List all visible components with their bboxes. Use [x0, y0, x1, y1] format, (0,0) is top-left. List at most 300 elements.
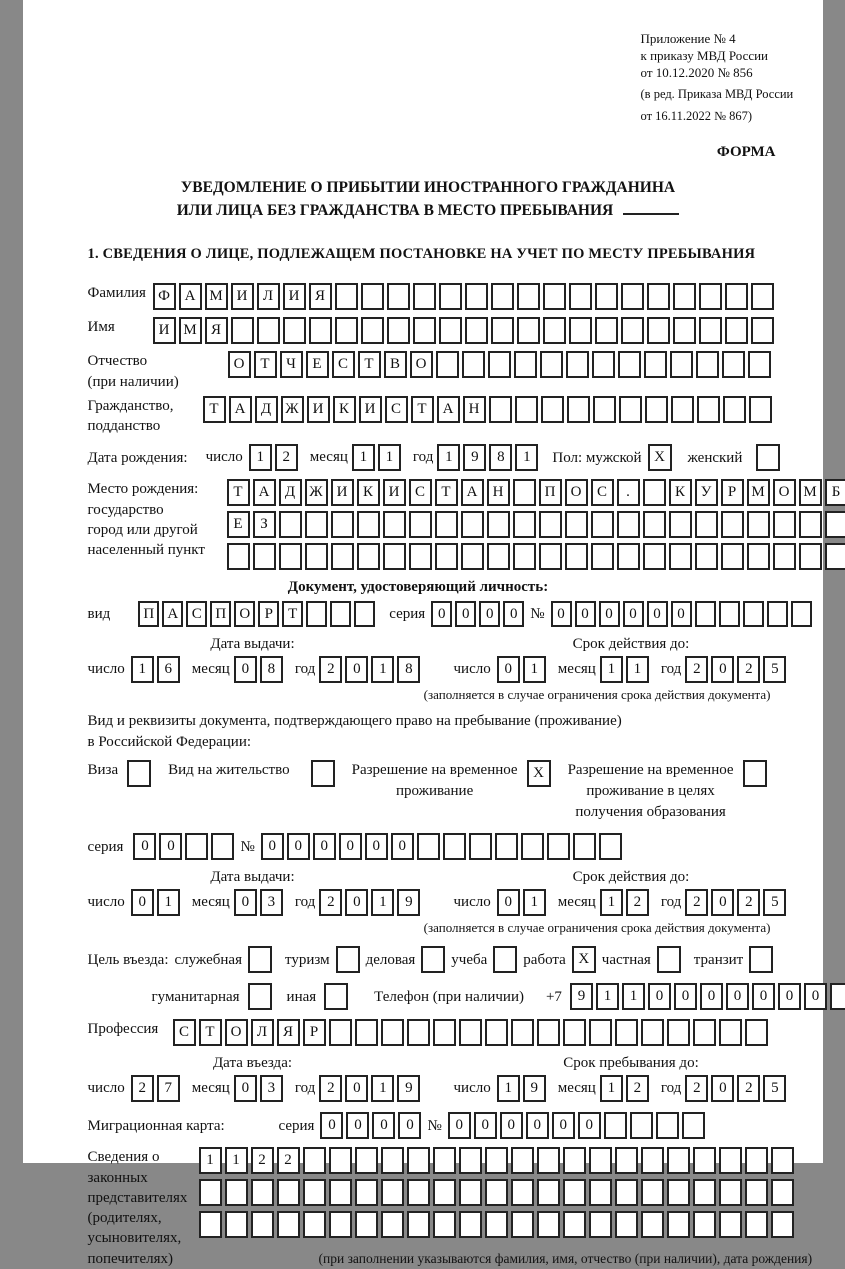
char-cell[interactable]: [767, 601, 788, 627]
char-cell[interactable]: [725, 317, 748, 344]
char-cell[interactable]: 0: [455, 601, 476, 627]
char-cell[interactable]: [225, 1211, 248, 1238]
char-cell[interactable]: [567, 396, 590, 423]
purpose-work-checkbox[interactable]: X: [572, 946, 596, 973]
char-cell[interactable]: [641, 1019, 664, 1046]
char-cell[interactable]: [593, 396, 616, 423]
char-cell[interactable]: 0: [711, 656, 734, 683]
char-cell[interactable]: [335, 317, 358, 344]
char-cell[interactable]: 2: [685, 656, 708, 683]
char-cell[interactable]: [721, 543, 744, 570]
char-cell[interactable]: 2: [626, 889, 649, 916]
char-cell[interactable]: 0: [578, 1112, 601, 1139]
char-cell[interactable]: И: [231, 283, 254, 310]
char-cell[interactable]: 0: [778, 983, 801, 1010]
char-cell[interactable]: О: [234, 601, 255, 627]
char-cell[interactable]: [673, 283, 696, 310]
char-cell[interactable]: [465, 317, 488, 344]
char-cell[interactable]: [641, 1211, 664, 1238]
char-cell[interactable]: 0: [711, 1075, 734, 1102]
char-cell[interactable]: 0: [345, 656, 368, 683]
char-cell[interactable]: [491, 317, 514, 344]
char-cell[interactable]: 9: [463, 444, 486, 471]
char-cell[interactable]: З: [253, 511, 276, 538]
char-cell[interactable]: 0: [372, 1112, 395, 1139]
char-cell[interactable]: [719, 1147, 742, 1174]
char-cell[interactable]: [485, 1147, 508, 1174]
char-cell[interactable]: [825, 543, 845, 570]
char-cell[interactable]: 1: [600, 656, 623, 683]
char-cell[interactable]: 0: [320, 1112, 343, 1139]
char-cell[interactable]: [355, 1179, 378, 1206]
char-cell[interactable]: [303, 1179, 326, 1206]
char-cell[interactable]: [563, 1019, 586, 1046]
char-cell[interactable]: С: [173, 1019, 196, 1046]
char-cell[interactable]: [355, 1019, 378, 1046]
char-cell[interactable]: 0: [131, 889, 154, 916]
char-cell[interactable]: [413, 317, 436, 344]
char-cell[interactable]: [723, 396, 746, 423]
char-cell[interactable]: [747, 511, 770, 538]
char-cell[interactable]: [211, 833, 234, 860]
char-cell[interactable]: 2: [737, 889, 760, 916]
char-cell[interactable]: [667, 1179, 690, 1206]
char-cell[interactable]: 0: [752, 983, 775, 1010]
char-cell[interactable]: 0: [479, 601, 500, 627]
char-cell[interactable]: [485, 1019, 508, 1046]
char-cell[interactable]: [491, 283, 514, 310]
temp-permit-checkbox[interactable]: X: [527, 760, 551, 787]
char-cell[interactable]: 0: [551, 601, 572, 627]
char-cell[interactable]: [521, 833, 544, 860]
char-cell[interactable]: [303, 1211, 326, 1238]
char-cell[interactable]: [387, 317, 410, 344]
char-cell[interactable]: М: [205, 283, 228, 310]
char-cell[interactable]: [407, 1147, 430, 1174]
char-cell[interactable]: [329, 1211, 352, 1238]
char-cell[interactable]: 0: [671, 601, 692, 627]
char-cell[interactable]: 0: [526, 1112, 549, 1139]
char-cell[interactable]: 9: [397, 1075, 420, 1102]
char-cell[interactable]: О: [773, 479, 796, 506]
char-cell[interactable]: [699, 317, 722, 344]
char-cell[interactable]: 3: [260, 1075, 283, 1102]
char-cell[interactable]: У: [695, 479, 718, 506]
char-cell[interactable]: [647, 317, 670, 344]
char-cell[interactable]: [563, 1211, 586, 1238]
purpose-business-checkbox[interactable]: [421, 946, 445, 973]
char-cell[interactable]: [565, 511, 588, 538]
char-cell[interactable]: А: [437, 396, 460, 423]
purpose-study-checkbox[interactable]: [493, 946, 517, 973]
char-cell[interactable]: 2: [251, 1147, 274, 1174]
char-cell[interactable]: [355, 1211, 378, 1238]
char-cell[interactable]: [722, 351, 745, 378]
char-cell[interactable]: [495, 833, 518, 860]
char-cell[interactable]: [799, 543, 822, 570]
char-cell[interactable]: К: [333, 396, 356, 423]
char-cell[interactable]: [227, 543, 250, 570]
char-cell[interactable]: Я: [309, 283, 332, 310]
char-cell[interactable]: [539, 543, 562, 570]
char-cell[interactable]: [618, 351, 641, 378]
char-cell[interactable]: [435, 543, 458, 570]
char-cell[interactable]: [682, 1112, 705, 1139]
char-cell[interactable]: [641, 1147, 664, 1174]
char-cell[interactable]: [465, 283, 488, 310]
char-cell[interactable]: 0: [674, 983, 697, 1010]
char-cell[interactable]: [615, 1211, 638, 1238]
char-cell[interactable]: 3: [260, 889, 283, 916]
char-cell[interactable]: 1: [371, 1075, 394, 1102]
char-cell[interactable]: [751, 283, 774, 310]
char-cell[interactable]: [459, 1019, 482, 1046]
char-cell[interactable]: С: [409, 479, 432, 506]
char-cell[interactable]: Т: [358, 351, 381, 378]
char-cell[interactable]: [253, 543, 276, 570]
char-cell[interactable]: 0: [365, 833, 388, 860]
char-cell[interactable]: [695, 543, 718, 570]
char-cell[interactable]: [409, 511, 432, 538]
char-cell[interactable]: 2: [737, 656, 760, 683]
char-cell[interactable]: [697, 396, 720, 423]
char-cell[interactable]: [459, 1179, 482, 1206]
char-cell[interactable]: 5: [763, 656, 786, 683]
char-cell[interactable]: [485, 1179, 508, 1206]
char-cell[interactable]: В: [384, 351, 407, 378]
char-cell[interactable]: [435, 511, 458, 538]
char-cell[interactable]: [407, 1211, 430, 1238]
char-cell[interactable]: [461, 511, 484, 538]
char-cell[interactable]: 2: [319, 1075, 342, 1102]
char-cell[interactable]: [592, 351, 615, 378]
char-cell[interactable]: [719, 1211, 742, 1238]
visa-checkbox[interactable]: [127, 760, 151, 787]
char-cell[interactable]: 8: [489, 444, 512, 471]
char-cell[interactable]: А: [179, 283, 202, 310]
char-cell[interactable]: 7: [157, 1075, 180, 1102]
char-cell[interactable]: 0: [500, 1112, 523, 1139]
char-cell[interactable]: 9: [397, 889, 420, 916]
char-cell[interactable]: [303, 1147, 326, 1174]
char-cell[interactable]: [643, 479, 666, 506]
char-cell[interactable]: 5: [763, 1075, 786, 1102]
char-cell[interactable]: 1: [131, 656, 154, 683]
char-cell[interactable]: [725, 283, 748, 310]
char-cell[interactable]: 1: [249, 444, 272, 471]
char-cell[interactable]: Д: [255, 396, 278, 423]
char-cell[interactable]: О: [410, 351, 433, 378]
char-cell[interactable]: 1: [378, 444, 401, 471]
char-cell[interactable]: [433, 1147, 456, 1174]
char-cell[interactable]: Б: [825, 479, 845, 506]
char-cell[interactable]: [329, 1147, 352, 1174]
char-cell[interactable]: [461, 543, 484, 570]
char-cell[interactable]: [251, 1211, 274, 1238]
char-cell[interactable]: 0: [313, 833, 336, 860]
char-cell[interactable]: [433, 1211, 456, 1238]
char-cell[interactable]: [569, 283, 592, 310]
char-cell[interactable]: [695, 601, 716, 627]
char-cell[interactable]: 0: [711, 889, 734, 916]
char-cell[interactable]: А: [461, 479, 484, 506]
char-cell[interactable]: Е: [227, 511, 250, 538]
char-cell[interactable]: И: [383, 479, 406, 506]
char-cell[interactable]: Т: [227, 479, 250, 506]
char-cell[interactable]: [830, 983, 845, 1010]
char-cell[interactable]: М: [179, 317, 202, 344]
char-cell[interactable]: [656, 1112, 679, 1139]
char-cell[interactable]: К: [669, 479, 692, 506]
char-cell[interactable]: [673, 317, 696, 344]
char-cell[interactable]: 0: [133, 833, 156, 860]
char-cell[interactable]: [513, 511, 536, 538]
char-cell[interactable]: Т: [282, 601, 303, 627]
char-cell[interactable]: [277, 1179, 300, 1206]
char-cell[interactable]: [277, 1211, 300, 1238]
char-cell[interactable]: 0: [575, 601, 596, 627]
char-cell[interactable]: [381, 1147, 404, 1174]
char-cell[interactable]: [257, 317, 280, 344]
char-cell[interactable]: [745, 1019, 768, 1046]
char-cell[interactable]: Ч: [280, 351, 303, 378]
char-cell[interactable]: [604, 1112, 627, 1139]
char-cell[interactable]: 0: [647, 601, 668, 627]
char-cell[interactable]: [773, 543, 796, 570]
char-cell[interactable]: 0: [623, 601, 644, 627]
char-cell[interactable]: [667, 1019, 690, 1046]
char-cell[interactable]: 0: [497, 656, 520, 683]
char-cell[interactable]: 1: [371, 889, 394, 916]
residence-permit-checkbox[interactable]: [311, 760, 335, 787]
char-cell[interactable]: [615, 1179, 638, 1206]
char-cell[interactable]: [543, 283, 566, 310]
char-cell[interactable]: [695, 511, 718, 538]
char-cell[interactable]: [413, 283, 436, 310]
char-cell[interactable]: С: [385, 396, 408, 423]
char-cell[interactable]: Т: [199, 1019, 222, 1046]
char-cell[interactable]: [306, 601, 327, 627]
char-cell[interactable]: [799, 511, 822, 538]
char-cell[interactable]: [641, 1179, 664, 1206]
char-cell[interactable]: [537, 1211, 560, 1238]
char-cell[interactable]: 2: [131, 1075, 154, 1102]
char-cell[interactable]: [199, 1179, 222, 1206]
char-cell[interactable]: [361, 283, 384, 310]
char-cell[interactable]: [696, 351, 719, 378]
char-cell[interactable]: 1: [199, 1147, 222, 1174]
char-cell[interactable]: [693, 1147, 716, 1174]
char-cell[interactable]: Т: [411, 396, 434, 423]
char-cell[interactable]: И: [153, 317, 176, 344]
char-cell[interactable]: 0: [700, 983, 723, 1010]
char-cell[interactable]: 0: [287, 833, 310, 860]
char-cell[interactable]: 1: [626, 656, 649, 683]
char-cell[interactable]: [469, 833, 492, 860]
char-cell[interactable]: [305, 543, 328, 570]
char-cell[interactable]: [749, 396, 772, 423]
char-cell[interactable]: 2: [685, 1075, 708, 1102]
char-cell[interactable]: П: [210, 601, 231, 627]
char-cell[interactable]: [387, 283, 410, 310]
char-cell[interactable]: [563, 1179, 586, 1206]
char-cell[interactable]: [443, 833, 466, 860]
char-cell[interactable]: [330, 601, 351, 627]
edu-permit-checkbox[interactable]: [743, 760, 767, 787]
char-cell[interactable]: [329, 1179, 352, 1206]
char-cell[interactable]: [487, 511, 510, 538]
char-cell[interactable]: [599, 833, 622, 860]
char-cell[interactable]: О: [565, 479, 588, 506]
char-cell[interactable]: [699, 283, 722, 310]
purpose-transit-checkbox[interactable]: [749, 946, 773, 973]
char-cell[interactable]: [511, 1211, 534, 1238]
char-cell[interactable]: О: [228, 351, 251, 378]
char-cell[interactable]: [462, 351, 485, 378]
char-cell[interactable]: 0: [234, 656, 257, 683]
char-cell[interactable]: [517, 317, 540, 344]
char-cell[interactable]: [361, 317, 384, 344]
char-cell[interactable]: 2: [319, 656, 342, 683]
char-cell[interactable]: [647, 283, 670, 310]
char-cell[interactable]: 1: [515, 444, 538, 471]
char-cell[interactable]: К: [357, 479, 380, 506]
char-cell[interactable]: [630, 1112, 653, 1139]
char-cell[interactable]: 0: [431, 601, 452, 627]
char-cell[interactable]: А: [253, 479, 276, 506]
purpose-humanitarian-checkbox[interactable]: [248, 983, 272, 1010]
char-cell[interactable]: [331, 543, 354, 570]
char-cell[interactable]: [547, 833, 570, 860]
char-cell[interactable]: [693, 1179, 716, 1206]
char-cell[interactable]: [279, 511, 302, 538]
char-cell[interactable]: [617, 511, 640, 538]
char-cell[interactable]: Л: [257, 283, 280, 310]
char-cell[interactable]: [199, 1211, 222, 1238]
char-cell[interactable]: [721, 511, 744, 538]
char-cell[interactable]: М: [747, 479, 770, 506]
char-cell[interactable]: Я: [205, 317, 228, 344]
char-cell[interactable]: [591, 511, 614, 538]
char-cell[interactable]: [231, 317, 254, 344]
char-cell[interactable]: [773, 511, 796, 538]
char-cell[interactable]: [331, 511, 354, 538]
char-cell[interactable]: [573, 833, 596, 860]
char-cell[interactable]: [748, 351, 771, 378]
char-cell[interactable]: [439, 317, 462, 344]
char-cell[interactable]: 0: [398, 1112, 421, 1139]
char-cell[interactable]: [355, 1147, 378, 1174]
char-cell[interactable]: [357, 511, 380, 538]
char-cell[interactable]: [329, 1019, 352, 1046]
char-cell[interactable]: И: [331, 479, 354, 506]
char-cell[interactable]: Ф: [153, 283, 176, 310]
char-cell[interactable]: 0: [234, 889, 257, 916]
char-cell[interactable]: [225, 1179, 248, 1206]
char-cell[interactable]: 0: [339, 833, 362, 860]
char-cell[interactable]: [615, 1019, 638, 1046]
char-cell[interactable]: 2: [319, 889, 342, 916]
char-cell[interactable]: 1: [600, 1075, 623, 1102]
char-cell[interactable]: [719, 601, 740, 627]
char-cell[interactable]: Р: [721, 479, 744, 506]
char-cell[interactable]: [543, 317, 566, 344]
gender-male-checkbox[interactable]: X: [648, 444, 672, 471]
char-cell[interactable]: Н: [463, 396, 486, 423]
char-cell[interactable]: 0: [391, 833, 414, 860]
char-cell[interactable]: 1: [497, 1075, 520, 1102]
char-cell[interactable]: [643, 543, 666, 570]
char-cell[interactable]: [540, 351, 563, 378]
char-cell[interactable]: [417, 833, 440, 860]
char-cell[interactable]: 2: [685, 889, 708, 916]
char-cell[interactable]: [354, 601, 375, 627]
char-cell[interactable]: [513, 479, 536, 506]
char-cell[interactable]: [589, 1211, 612, 1238]
char-cell[interactable]: А: [162, 601, 183, 627]
purpose-tourism-checkbox[interactable]: [336, 946, 360, 973]
char-cell[interactable]: [335, 283, 358, 310]
char-cell[interactable]: 1: [523, 889, 546, 916]
char-cell[interactable]: [517, 283, 540, 310]
char-cell[interactable]: П: [138, 601, 159, 627]
char-cell[interactable]: О: [225, 1019, 248, 1046]
char-cell[interactable]: [566, 351, 589, 378]
char-cell[interactable]: [433, 1179, 456, 1206]
char-cell[interactable]: Т: [435, 479, 458, 506]
char-cell[interactable]: [669, 511, 692, 538]
char-cell[interactable]: [485, 1211, 508, 1238]
char-cell[interactable]: [667, 1147, 690, 1174]
char-cell[interactable]: 1: [352, 444, 375, 471]
char-cell[interactable]: [589, 1019, 612, 1046]
char-cell[interactable]: 8: [260, 656, 283, 683]
char-cell[interactable]: 6: [157, 656, 180, 683]
char-cell[interactable]: 0: [648, 983, 671, 1010]
char-cell[interactable]: Д: [279, 479, 302, 506]
char-cell[interactable]: 1: [523, 656, 546, 683]
char-cell[interactable]: [381, 1211, 404, 1238]
char-cell[interactable]: 2: [626, 1075, 649, 1102]
char-cell[interactable]: [670, 351, 693, 378]
char-cell[interactable]: [669, 543, 692, 570]
char-cell[interactable]: [539, 511, 562, 538]
char-cell[interactable]: [719, 1179, 742, 1206]
char-cell[interactable]: [309, 317, 332, 344]
char-cell[interactable]: [591, 543, 614, 570]
char-cell[interactable]: [771, 1147, 794, 1174]
char-cell[interactable]: [569, 317, 592, 344]
char-cell[interactable]: [595, 317, 618, 344]
char-cell[interactable]: [489, 396, 512, 423]
char-cell[interactable]: [745, 1211, 768, 1238]
char-cell[interactable]: 0: [346, 1112, 369, 1139]
char-cell[interactable]: 0: [345, 1075, 368, 1102]
char-cell[interactable]: [279, 543, 302, 570]
char-cell[interactable]: [439, 283, 462, 310]
char-cell[interactable]: 5: [763, 889, 786, 916]
char-cell[interactable]: И: [307, 396, 330, 423]
char-cell[interactable]: [645, 396, 668, 423]
char-cell[interactable]: [589, 1179, 612, 1206]
char-cell[interactable]: 0: [497, 889, 520, 916]
char-cell[interactable]: Е: [306, 351, 329, 378]
char-cell[interactable]: 0: [345, 889, 368, 916]
char-cell[interactable]: [488, 351, 511, 378]
char-cell[interactable]: [743, 601, 764, 627]
char-cell[interactable]: И: [283, 283, 306, 310]
char-cell[interactable]: [459, 1211, 482, 1238]
